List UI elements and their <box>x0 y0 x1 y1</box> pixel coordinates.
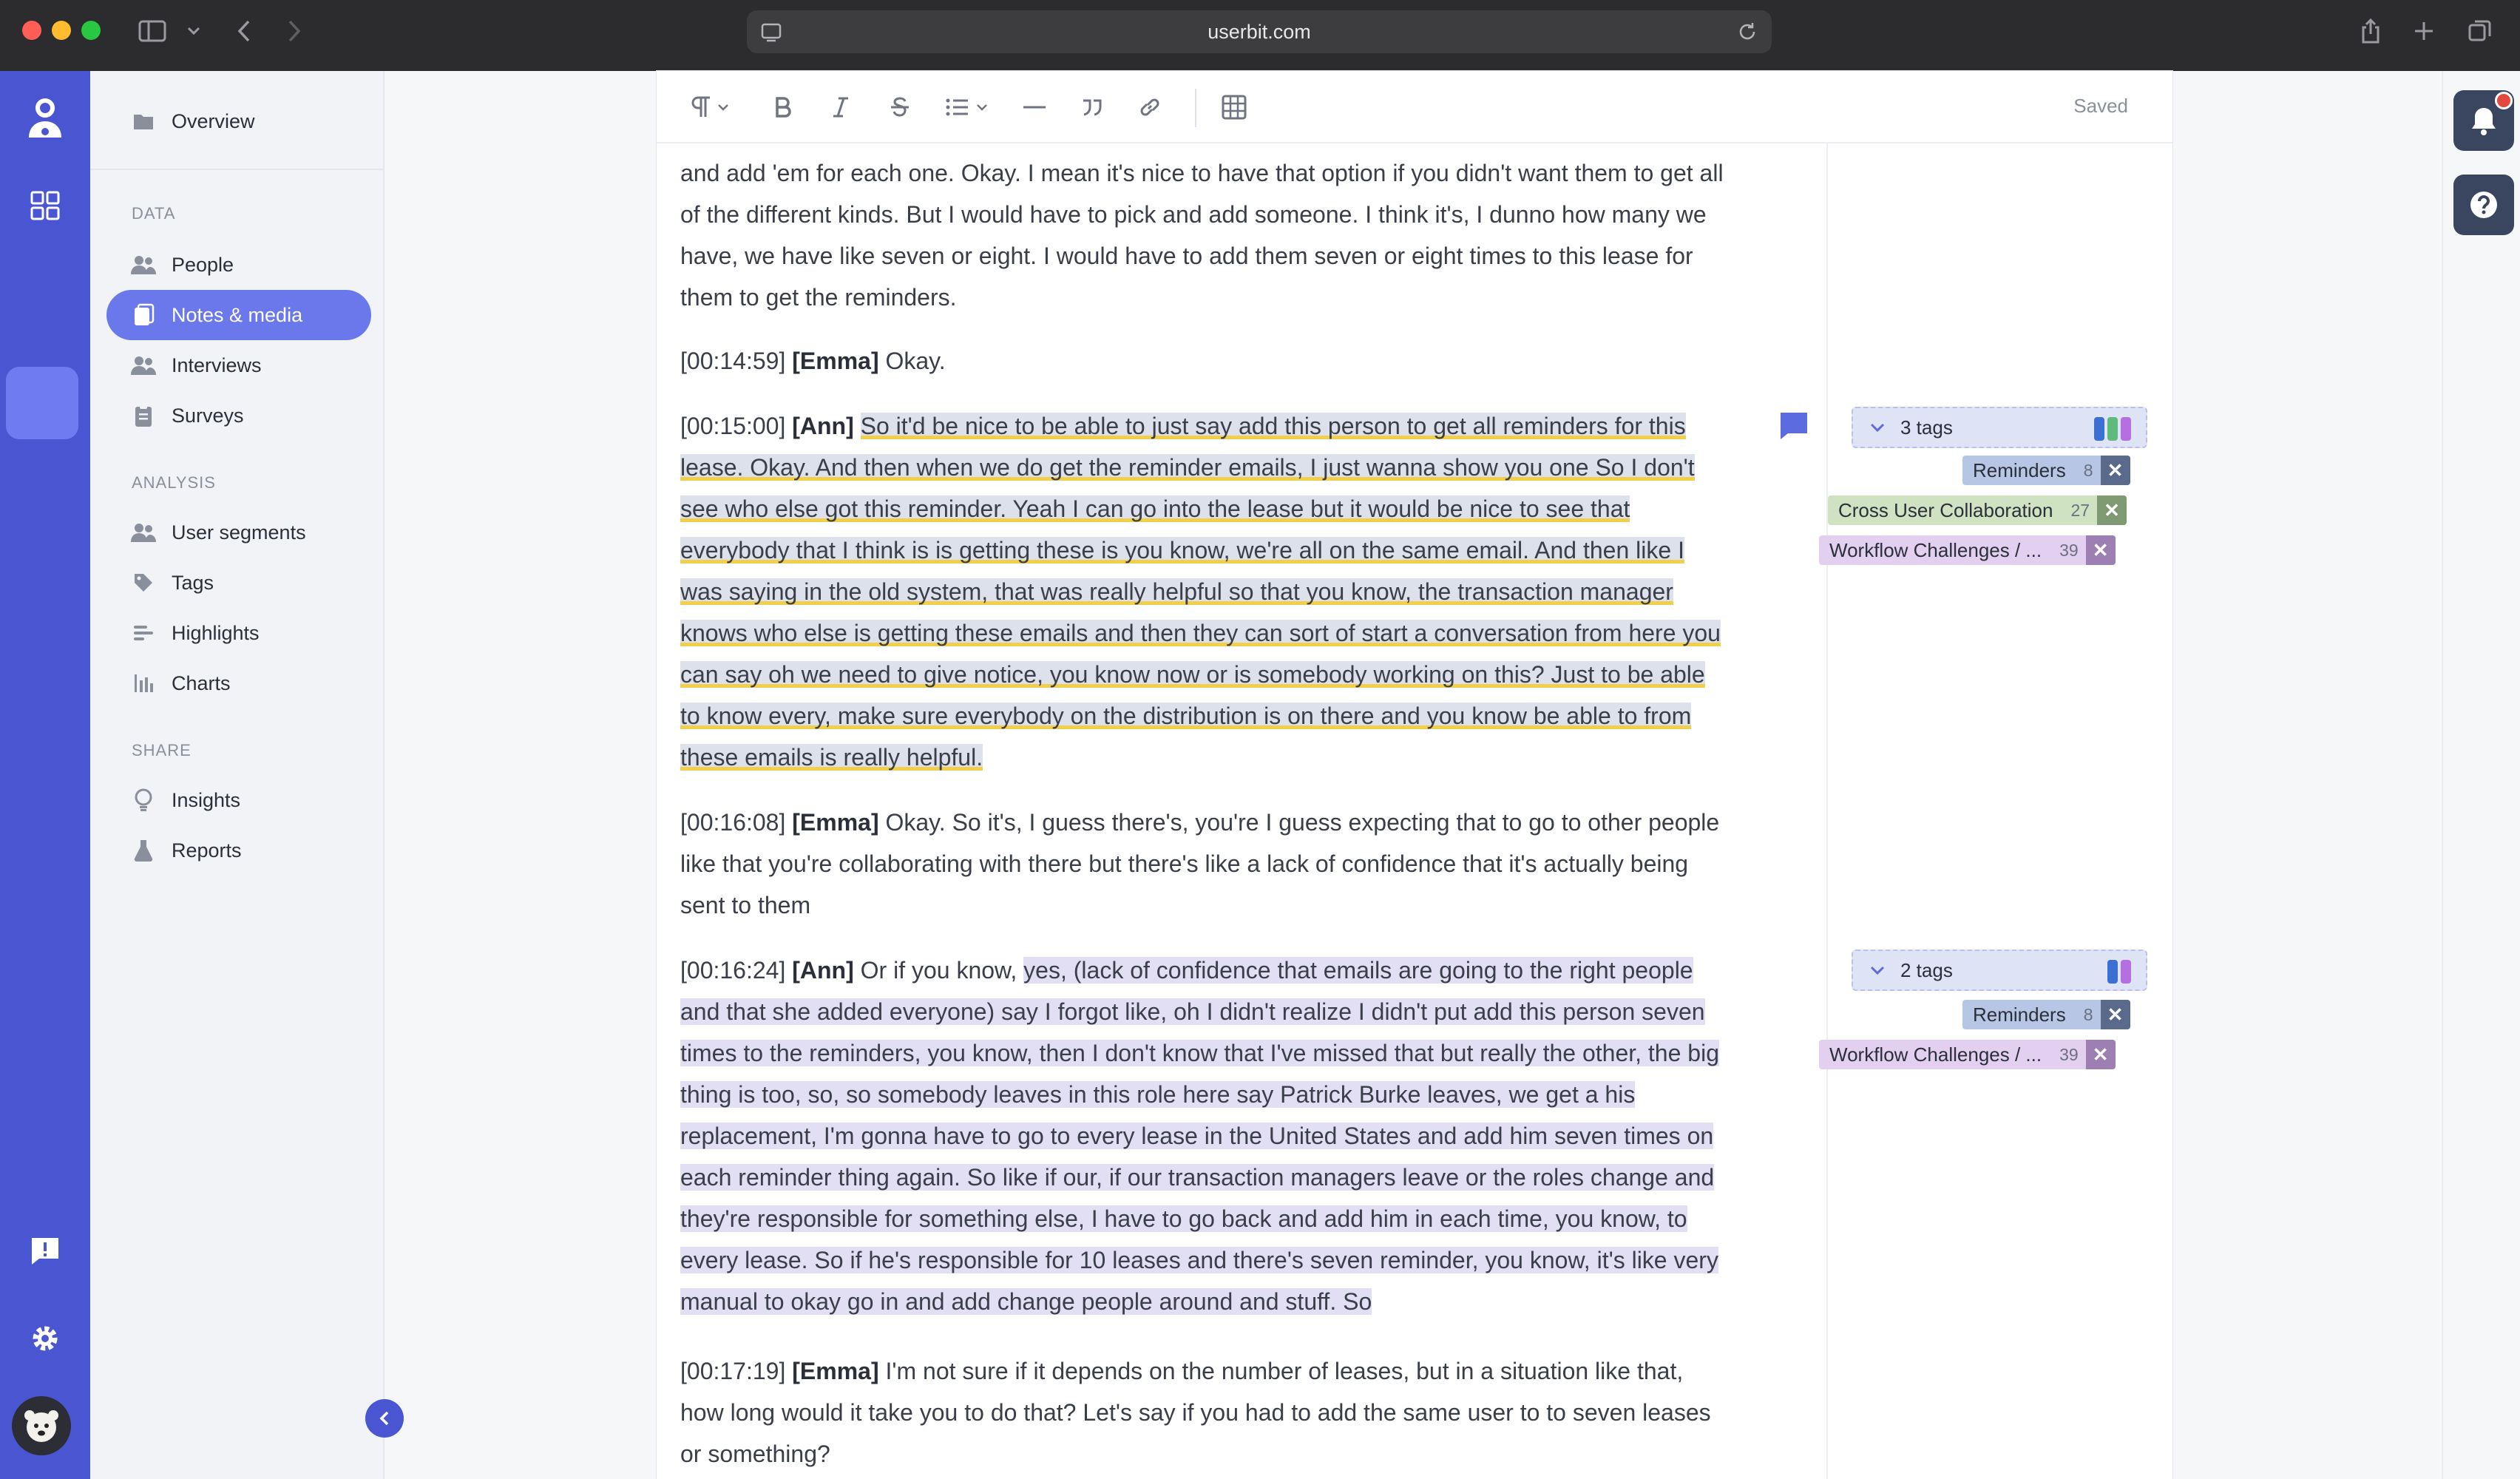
site-settings-icon[interactable] <box>760 21 782 43</box>
link-icon[interactable] <box>1131 89 1168 126</box>
paragraph-text: Okay. So it's, I guess there's, you're I guess expecting that to go to other people like that you're collaborating with there but there's like a lack of confidence that it's actually being sent to them <box>680 809 1720 918</box>
editor-card <box>657 71 2172 1479</box>
italic-icon[interactable] <box>822 89 859 126</box>
sidebar-item-user-segments[interactable] <box>106 507 460 558</box>
tag-swatch <box>2121 417 2131 441</box>
sidebar-item-label: Charts <box>172 671 231 694</box>
clipboard-icon <box>129 401 158 430</box>
speaker-label: [Emma] <box>792 348 879 374</box>
chevron-down-icon <box>1866 959 1889 981</box>
back-icon[interactable] <box>229 16 259 46</box>
notifications-button[interactable] <box>2453 90 2514 151</box>
sidebar-item-label: Tags <box>172 571 214 594</box>
tag-swatches <box>2107 960 2131 984</box>
app-rail <box>0 71 90 1479</box>
remove-tag-button[interactable]: ✕ <box>2086 1040 2116 1069</box>
right-utility-strip <box>2442 71 2520 1479</box>
tab-overview-icon[interactable] <box>2465 16 2495 46</box>
window-minimize-button[interactable] <box>52 21 71 40</box>
highlighted-quote[interactable]: yes, (lack of confidence that emails are going to the right people and that she added everyone) say I forgot like, oh I didn't realize I didn't put add this person seven times to the reminders, you know, then I don't know that I've missed that but really the other, the big thing is too, so, so somebody leaves in this role here say Patrick Burke leaves, we get a his replacement, I'm gonna have to go to every lease in the United States and add him seven times on each reminder thing again. So like if our, if our transaction managers leave or the roles change and they're responsible for something else, I have to go back and add him in each time, you know, to every lease. So if he's responsible for 10 leases and there's seven reminder, you know, it's like very manual to okay go in and add change people around and stuff. So <box>680 957 1719 1315</box>
sidebar-item-tags[interactable] <box>106 558 460 608</box>
highlighted-quote[interactable]: So it'd be nice to be able to just say add this person to get all reminders for this lease. Okay. And then when we do get the reminder emails, I just wanna show you one So I don't see who else got this reminder. Yeah I can go into the lease but it would be nice to see that everybody that I think is is getting these is you know, we're all on the same email. And then like I was saying in the old system, that was really helpful so that you know, the transaction manager knows who else is getting these emails and then they can sort of start a conversation from here you can say oh we need to give notice, you know now or is somebody working on this? Just to be able to know every, make sure everybody on the distribution is on there and you know be able to from these emails is really helpful. <box>680 413 1721 771</box>
tag-icon <box>129 568 158 598</box>
paragraph-text: Or if you know, <box>860 957 1024 984</box>
sidebar-item-label: Surveys <box>172 404 244 427</box>
tag-name: Workflow Challenges / ... <box>1829 538 2042 561</box>
timestamp[interactable]: [00:16:08] <box>680 809 786 836</box>
segments-icon <box>129 518 158 547</box>
tag-count: 3 tags <box>1900 416 1953 439</box>
sidebar-item-label: Highlights <box>172 621 260 644</box>
sidebar-item-notes-media[interactable] <box>106 290 371 340</box>
tag-group-toggle[interactable] <box>1852 950 2147 991</box>
sidebar-item-surveys[interactable] <box>106 390 460 441</box>
speaker-label: [Emma] <box>792 809 879 836</box>
sidebar-item-label: Interviews <box>172 353 262 376</box>
speaker-label: [Ann] <box>792 413 854 439</box>
tag-swatch <box>2094 417 2104 441</box>
sidebar-item-interviews[interactable] <box>106 340 460 390</box>
interviews-icon <box>129 351 158 380</box>
window-close-button[interactable] <box>22 21 41 40</box>
transcript-paragraph[interactable] <box>680 1350 1730 1475</box>
section-label-share: SHARE <box>132 741 192 759</box>
reload-icon[interactable] <box>1736 21 1758 43</box>
tag-count: 2 tags <box>1900 958 1953 981</box>
sidebar-item-label: Insights <box>172 788 241 811</box>
tag-name: Reminders <box>1973 458 2066 481</box>
remove-tag-button[interactable]: ✕ <box>2101 1000 2130 1029</box>
flask-icon <box>129 836 158 865</box>
chevron-down-icon <box>1866 416 1889 439</box>
settings-gear-icon[interactable] <box>18 1312 72 1365</box>
list-icon[interactable] <box>939 89 976 126</box>
strikethrough-icon[interactable] <box>881 89 918 126</box>
transcript-paragraph[interactable] <box>680 950 1730 1322</box>
transcript-paragraph[interactable] <box>680 405 1730 778</box>
user-avatar[interactable] <box>12 1396 71 1455</box>
new-tab-icon[interactable] <box>2409 16 2439 46</box>
browser-toolbar <box>0 0 2520 71</box>
tag-name: Reminders <box>1973 1003 2066 1026</box>
tag-count: 27 <box>2070 500 2090 520</box>
sidebar-item-label: People <box>172 253 234 276</box>
feedback-icon[interactable] <box>18 1225 72 1278</box>
dashboard-icon[interactable] <box>18 179 72 232</box>
save-status: Saved <box>2073 95 2128 117</box>
sidebar-item-label: Notes & media <box>172 303 303 326</box>
tag-count: 39 <box>2059 540 2079 560</box>
section-label-data: DATA <box>132 204 176 223</box>
tag-count: 8 <box>2083 460 2093 480</box>
url-text: userbit.com <box>1208 20 1311 43</box>
tag-name: Cross User Collaboration <box>1838 498 2053 521</box>
bold-icon[interactable] <box>765 89 802 126</box>
sidebar-item-label: Reports <box>172 839 242 862</box>
transcript-paragraph[interactable] <box>680 152 1730 318</box>
tag-chip[interactable] <box>1819 1040 2116 1069</box>
timestamp[interactable]: [00:15:00] <box>680 413 786 439</box>
lightbulb-icon <box>129 785 158 815</box>
sidebar-item-label: Overview <box>172 109 255 132</box>
notification-badge <box>2495 92 2513 109</box>
toolbar-divider <box>1195 89 1196 127</box>
sidebar-item-reports[interactable] <box>106 825 460 876</box>
table-icon[interactable] <box>1216 89 1253 126</box>
tag-chip[interactable] <box>1962 456 2130 485</box>
people-icon <box>129 250 158 280</box>
tag-count: 39 <box>2059 1044 2079 1064</box>
timestamp[interactable]: [00:16:24] <box>680 957 786 984</box>
sidebar-item-insights[interactable] <box>106 775 460 825</box>
remove-tag-button[interactable]: ✕ <box>2101 456 2130 485</box>
speaker-label: [Emma] <box>792 1358 879 1384</box>
sidebar-item-people[interactable] <box>106 240 460 290</box>
sidebar-divider <box>90 169 385 170</box>
comment-icon[interactable] <box>1778 410 1810 442</box>
window-zoom-button[interactable] <box>81 21 101 40</box>
tag-name: Workflow Challenges / ... <box>1829 1043 2042 1066</box>
tag-group-toggle[interactable] <box>1852 407 2147 448</box>
remove-tag-button[interactable]: ✕ <box>2086 535 2116 565</box>
tag-chip[interactable] <box>1962 1000 2130 1029</box>
help-button[interactable] <box>2453 175 2514 235</box>
chevron-down-icon[interactable] <box>714 89 732 126</box>
tag-chip[interactable] <box>1819 535 2116 565</box>
tag-swatch <box>2121 960 2131 984</box>
sidebar <box>90 71 385 1479</box>
forward-icon[interactable] <box>280 16 309 46</box>
transcript-paragraph[interactable] <box>680 802 1730 926</box>
paragraph-text: and add 'em for each one. Okay. I mean it's nice to have that option if you didn't want them to get all of the different kinds. But I would have to pick and add someone. I think it's, I dunno how many we have, we have like seven or eight. I would have to add them seven or eight times to this lease for them to get the reminders. <box>680 160 1724 311</box>
paragraph-text: Okay. <box>885 348 946 374</box>
highlights-icon <box>129 618 158 648</box>
collapse-sidebar-button[interactable] <box>365 1399 404 1438</box>
sidebar-item-label: User segments <box>172 521 306 544</box>
quote-icon[interactable] <box>1074 89 1111 126</box>
editor-toolbar <box>657 71 2172 143</box>
chevron-down-icon[interactable] <box>973 89 991 126</box>
speaker-label: [Ann] <box>792 957 854 984</box>
sidebar-item-highlights[interactable] <box>106 608 460 658</box>
chevron-down-icon[interactable] <box>179 16 209 46</box>
transcript-paragraph[interactable] <box>680 340 1730 382</box>
timestamp[interactable]: [00:17:19] <box>680 1358 786 1384</box>
tag-swatch <box>2107 417 2118 441</box>
notes-icon <box>129 300 158 330</box>
share-icon[interactable] <box>2356 16 2385 46</box>
sidebar-toggle-icon[interactable] <box>138 16 167 46</box>
folder-icon <box>129 106 158 136</box>
section-label-analysis: ANALYSIS <box>132 473 216 492</box>
tag-panel-divider <box>1826 143 1828 1479</box>
bar-chart-icon <box>129 669 158 698</box>
sidebar-item-charts[interactable] <box>106 658 460 708</box>
sidebar-item-overview[interactable] <box>106 96 460 146</box>
timestamp[interactable]: [00:14:59] <box>680 348 786 374</box>
tag-swatches <box>2094 417 2131 441</box>
project-icon[interactable] <box>6 367 78 439</box>
tag-count: 8 <box>2083 1004 2093 1024</box>
paragraph-text: I'm not sure if it depends on the number of leases, but in a situation like that, how long would it take you to do that? Let's say if you had to add the same user to to seven leases or something? <box>680 1358 1711 1467</box>
tag-chip[interactable] <box>1828 495 2127 525</box>
horizontal-rule-icon[interactable] <box>1016 89 1053 126</box>
transcript[interactable] <box>680 143 1730 1479</box>
address-bar[interactable] <box>747 10 1772 53</box>
tag-swatch <box>2107 960 2118 984</box>
userbit-logo-icon[interactable] <box>18 93 72 146</box>
remove-tag-button[interactable]: ✕ <box>2097 495 2127 525</box>
